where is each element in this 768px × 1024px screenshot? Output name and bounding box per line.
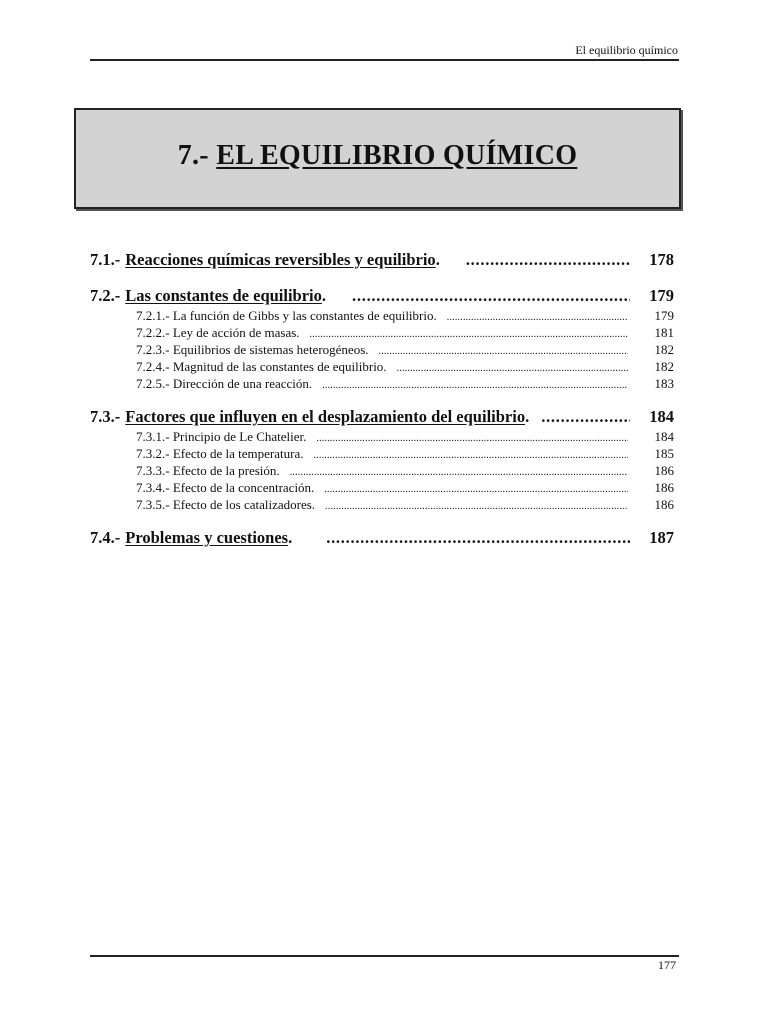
section-title: Reacciones químicas reversibles y equilibrio	[125, 250, 436, 269]
toc-sub-entry[interactable]	[90, 446, 674, 463]
toc-main-entry[interactable]	[90, 286, 674, 308]
page-number: 177	[658, 958, 676, 972]
subsection-label: 7.3.1.- Principio de Le Chatelier.	[136, 429, 307, 444]
dot-leader	[447, 312, 628, 323]
section-number: 7.1.-	[90, 250, 121, 269]
toc-sub-entry[interactable]	[90, 359, 674, 376]
dot-leader	[325, 501, 628, 512]
section-title: Factores que influyen en el desplazamiento del equilibrio	[125, 407, 526, 426]
subsection-page: 184	[654, 429, 674, 444]
toc-sub-entry[interactable]	[90, 480, 674, 497]
subsection-page: 179	[654, 308, 674, 323]
toc-sub-entry[interactable]	[90, 497, 674, 514]
toc-section	[90, 250, 674, 272]
subsection-page: 186	[654, 480, 674, 495]
subsection-label: 7.2.4.- Magnitud de las constantes de equilibrio.	[136, 359, 387, 374]
chapter-title	[178, 140, 578, 172]
toc-sub-entry[interactable]	[90, 308, 674, 325]
subsection-label: 7.2.2.- Ley de acción de masas.	[136, 325, 300, 340]
section-number: 7.2.-	[90, 286, 121, 305]
section-title-wrap	[125, 286, 326, 306]
subsection-label: 7.3.4.- Efecto de la concentración.	[136, 480, 315, 495]
dot-leader	[290, 467, 628, 478]
toc-section	[90, 286, 674, 393]
toc-sub-entry[interactable]	[90, 376, 674, 393]
section-title-wrap	[125, 528, 292, 548]
toc-sub-entry[interactable]	[90, 463, 674, 480]
subsection-list	[90, 308, 674, 393]
subsection-page: 182	[654, 359, 674, 374]
section-page: 184	[649, 407, 674, 426]
subsection-label: 7.2.3.- Equilibrios de sistemas heterogéneos.	[136, 342, 369, 357]
dot-leader	[313, 450, 628, 461]
section-title-wrap	[125, 250, 440, 270]
section-title-suffix: .	[525, 407, 530, 426]
dot-leader	[541, 407, 630, 427]
toc-main-entry[interactable]	[90, 250, 674, 272]
dot-leader	[310, 329, 628, 340]
toc-sub-entry[interactable]	[90, 342, 674, 359]
toc-main-entry[interactable]	[90, 407, 674, 429]
section-title-wrap	[125, 407, 529, 427]
table-of-contents	[90, 250, 674, 564]
dot-leader	[326, 528, 630, 548]
dot-leader	[466, 250, 630, 270]
dot-leader	[316, 433, 628, 444]
section-title-suffix: .	[321, 286, 327, 305]
dot-leader	[324, 484, 628, 495]
chapter-number: 7.-	[177, 139, 209, 171]
header-rule	[90, 59, 679, 61]
dot-leader	[397, 363, 628, 374]
running-header: El equilibrio químico	[575, 43, 678, 57]
subsection-label: 7.2.5.- Dirección de una reacción.	[136, 376, 313, 391]
subsection-page: 186	[654, 463, 674, 478]
chapter-title-box	[74, 108, 681, 209]
subsection-page: 181	[654, 325, 674, 340]
toc-main-entry[interactable]	[90, 528, 674, 550]
section-title: Las constantes de equilibrio	[125, 286, 322, 305]
subsection-label: 7.3.3.- Efecto de la presión.	[136, 463, 280, 478]
subsection-label: 7.2.1.- La función de Gibbs y las constantes de equilibrio.	[136, 308, 437, 323]
section-page: 187	[649, 528, 674, 547]
toc-sub-entry[interactable]	[90, 429, 674, 446]
dot-leader	[322, 380, 628, 391]
toc-section	[90, 528, 674, 550]
toc-section	[90, 407, 674, 514]
dot-leader	[352, 286, 630, 306]
subsection-page: 186	[654, 497, 674, 512]
subsection-page: 182	[654, 342, 674, 357]
section-title-suffix: .	[435, 250, 440, 269]
section-number: 7.3.-	[90, 407, 121, 426]
subsection-page: 185	[654, 446, 674, 461]
subsection-label: 7.3.5.- Efecto de los catalizadores.	[136, 497, 316, 512]
chapter-title-text: EL EQUILIBRIO QUÍMICO	[216, 139, 578, 171]
dot-leader	[379, 346, 628, 357]
subsection-page: 183	[654, 376, 674, 391]
subsection-label: 7.3.2.- Efecto de la temperatura.	[136, 446, 304, 461]
section-title: Problemas y cuestiones	[125, 528, 289, 547]
section-page: 179	[649, 286, 674, 305]
footer-rule	[90, 955, 679, 957]
subsection-list	[90, 429, 674, 514]
section-number: 7.4.-	[90, 528, 121, 547]
toc-sub-entry[interactable]	[90, 325, 674, 342]
section-page: 178	[649, 250, 674, 269]
section-title-suffix: .	[288, 528, 293, 547]
